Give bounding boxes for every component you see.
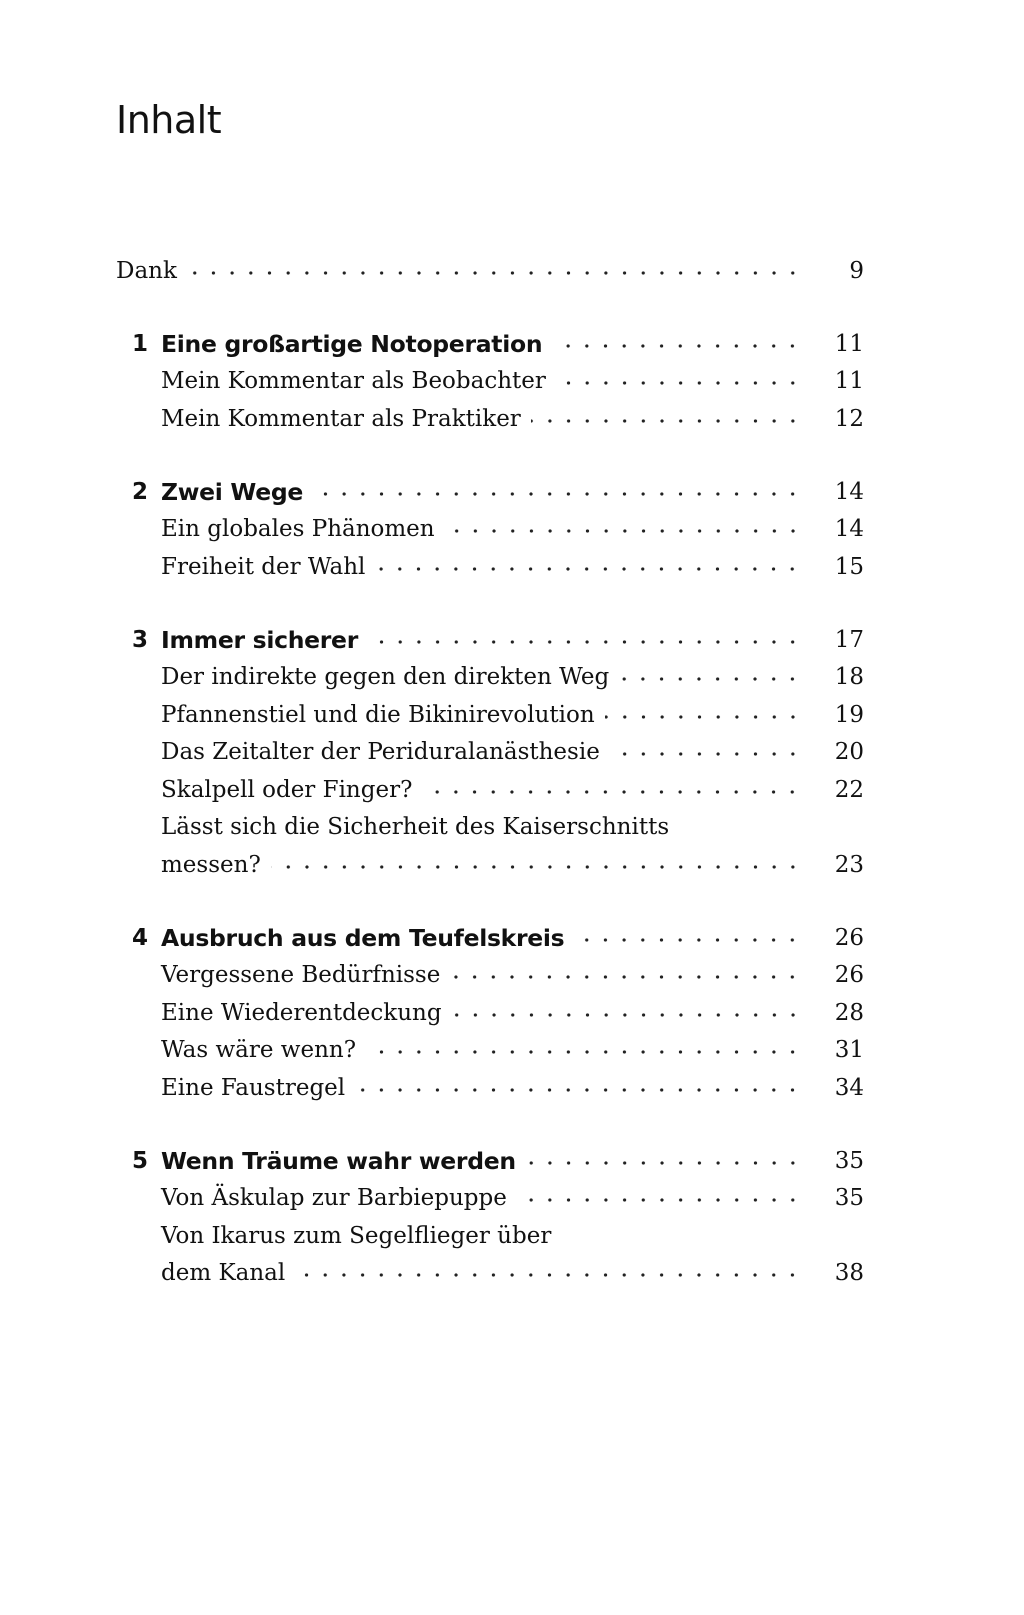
toc-section[interactable] <box>116 734 864 772</box>
toc-page-number: 28 <box>834 999 864 1026</box>
dot-leader <box>271 855 802 879</box>
section-title: Eine Wiederentdeckung <box>161 1000 452 1026</box>
toc-page-number: 26 <box>834 962 864 989</box>
section-title: Lässt sich die Sicherheit des Kaiserschnitts <box>161 814 679 840</box>
dot-leader <box>422 780 802 804</box>
toc-page-number: 15 <box>834 553 864 580</box>
section-title: Freiheit der Wahl <box>161 554 375 580</box>
dot-leader <box>295 1263 802 1287</box>
toc-section[interactable] <box>116 1032 864 1070</box>
page-title: Inhalt <box>116 98 222 142</box>
dot-leader <box>355 1078 802 1102</box>
toc-section-continued[interactable] <box>116 1255 864 1293</box>
section-title-continued: dem Kanal <box>161 1260 295 1286</box>
dot-leader <box>531 409 802 433</box>
chapter-number: 1 <box>132 330 149 357</box>
toc-page-number: 38 <box>834 1260 864 1287</box>
toc-section[interactable] <box>116 1180 864 1218</box>
section-title: Mein Kommentar als Beobachter <box>161 368 556 394</box>
dot-leader <box>366 1040 802 1064</box>
dot-leader <box>313 482 802 506</box>
dot-leader <box>445 519 802 543</box>
toc-page-number: 11 <box>834 368 864 395</box>
table-of-contents <box>116 252 864 1292</box>
toc-chapter-4[interactable] <box>116 919 864 957</box>
toc-section[interactable] <box>116 400 864 438</box>
chapter-number: 2 <box>132 478 149 505</box>
toc-section[interactable] <box>116 659 864 697</box>
toc-page-number: 18 <box>834 664 864 691</box>
dot-leader <box>526 1151 802 1175</box>
chapter-title: Eine großartige Notoperation <box>161 330 552 358</box>
dot-leader <box>574 928 802 952</box>
toc-page-number: 14 <box>834 516 864 543</box>
section-title: Was wäre wenn? <box>161 1037 366 1063</box>
dot-leader <box>187 261 802 285</box>
toc-section-continued[interactable] <box>116 846 864 884</box>
dot-leader <box>517 1188 802 1212</box>
chapter-title: Wenn Träume wahr werden <box>161 1147 526 1175</box>
toc-page-number: 26 <box>834 924 864 951</box>
toc-entry-dank[interactable] <box>116 252 864 290</box>
toc-section[interactable] <box>116 809 864 847</box>
toc-page-number: 19 <box>834 701 864 728</box>
chapter-title: Zwei Wege <box>161 478 313 506</box>
chapter-title: Immer sicherer <box>161 626 368 654</box>
section-title: Von Äskulap zur Barbiepuppe <box>161 1185 517 1211</box>
section-title: Vergessene Bedürfnisse <box>161 962 450 988</box>
toc-section[interactable] <box>116 957 864 995</box>
dot-leader <box>368 630 802 654</box>
section-title: Ein globales Phänomen <box>161 516 445 542</box>
toc-page-number: 11 <box>834 330 864 357</box>
chapter-number: 3 <box>132 626 149 653</box>
dot-leader <box>619 667 802 691</box>
toc-page-number: 31 <box>834 1037 864 1064</box>
toc-chapter-3[interactable] <box>116 621 864 659</box>
toc-page-number: 22 <box>834 776 864 803</box>
chapter-number: 5 <box>132 1147 149 1174</box>
chapter-number: 4 <box>132 924 149 951</box>
section-title: Mein Kommentar als Praktiker <box>161 406 531 432</box>
toc-section[interactable] <box>116 696 864 734</box>
toc-page-number: 17 <box>834 626 864 653</box>
dot-leader <box>452 1003 802 1027</box>
toc-section[interactable] <box>116 771 864 809</box>
toc-page-number: 12 <box>834 405 864 432</box>
section-title: Der indirekte gegen den direkten Weg <box>161 664 619 690</box>
section-title-continued: messen? <box>161 852 271 878</box>
toc-page-number: 20 <box>834 739 864 766</box>
toc-page-number: 34 <box>834 1074 864 1101</box>
toc-chapter-2[interactable] <box>116 473 864 511</box>
section-title: Skalpell oder Finger? <box>161 777 422 803</box>
dot-leader <box>605 705 802 729</box>
toc-chapter-1[interactable] <box>116 325 864 363</box>
toc-page-number: 35 <box>834 1185 864 1212</box>
toc-section[interactable] <box>116 548 864 586</box>
dot-leader <box>552 334 802 358</box>
toc-section[interactable] <box>116 363 864 401</box>
section-title: Das Zeitalter der Periduralanästhesie <box>161 739 610 765</box>
toc-entry-label: Dank <box>116 258 187 284</box>
toc-page-number: 14 <box>834 478 864 505</box>
chapter-title: Ausbruch aus dem Teufelskreis <box>161 924 574 952</box>
toc-section[interactable] <box>116 511 864 549</box>
dot-leader <box>556 371 802 395</box>
dot-leader <box>610 742 802 766</box>
toc-section[interactable] <box>116 994 864 1032</box>
dot-leader <box>375 557 802 581</box>
section-title: Von Ikarus zum Segelflieger über <box>161 1223 561 1249</box>
section-title: Pfannenstiel und die Bikinirevolution <box>161 702 605 728</box>
toc-page-number: 35 <box>834 1147 864 1174</box>
toc-section[interactable] <box>116 1217 864 1255</box>
toc-page-number: 23 <box>834 851 864 878</box>
toc-page-number: 9 <box>849 257 864 284</box>
section-title: Eine Faustregel <box>161 1075 355 1101</box>
dot-leader <box>450 965 802 989</box>
toc-section[interactable] <box>116 1069 864 1107</box>
toc-chapter-5[interactable] <box>116 1142 864 1180</box>
